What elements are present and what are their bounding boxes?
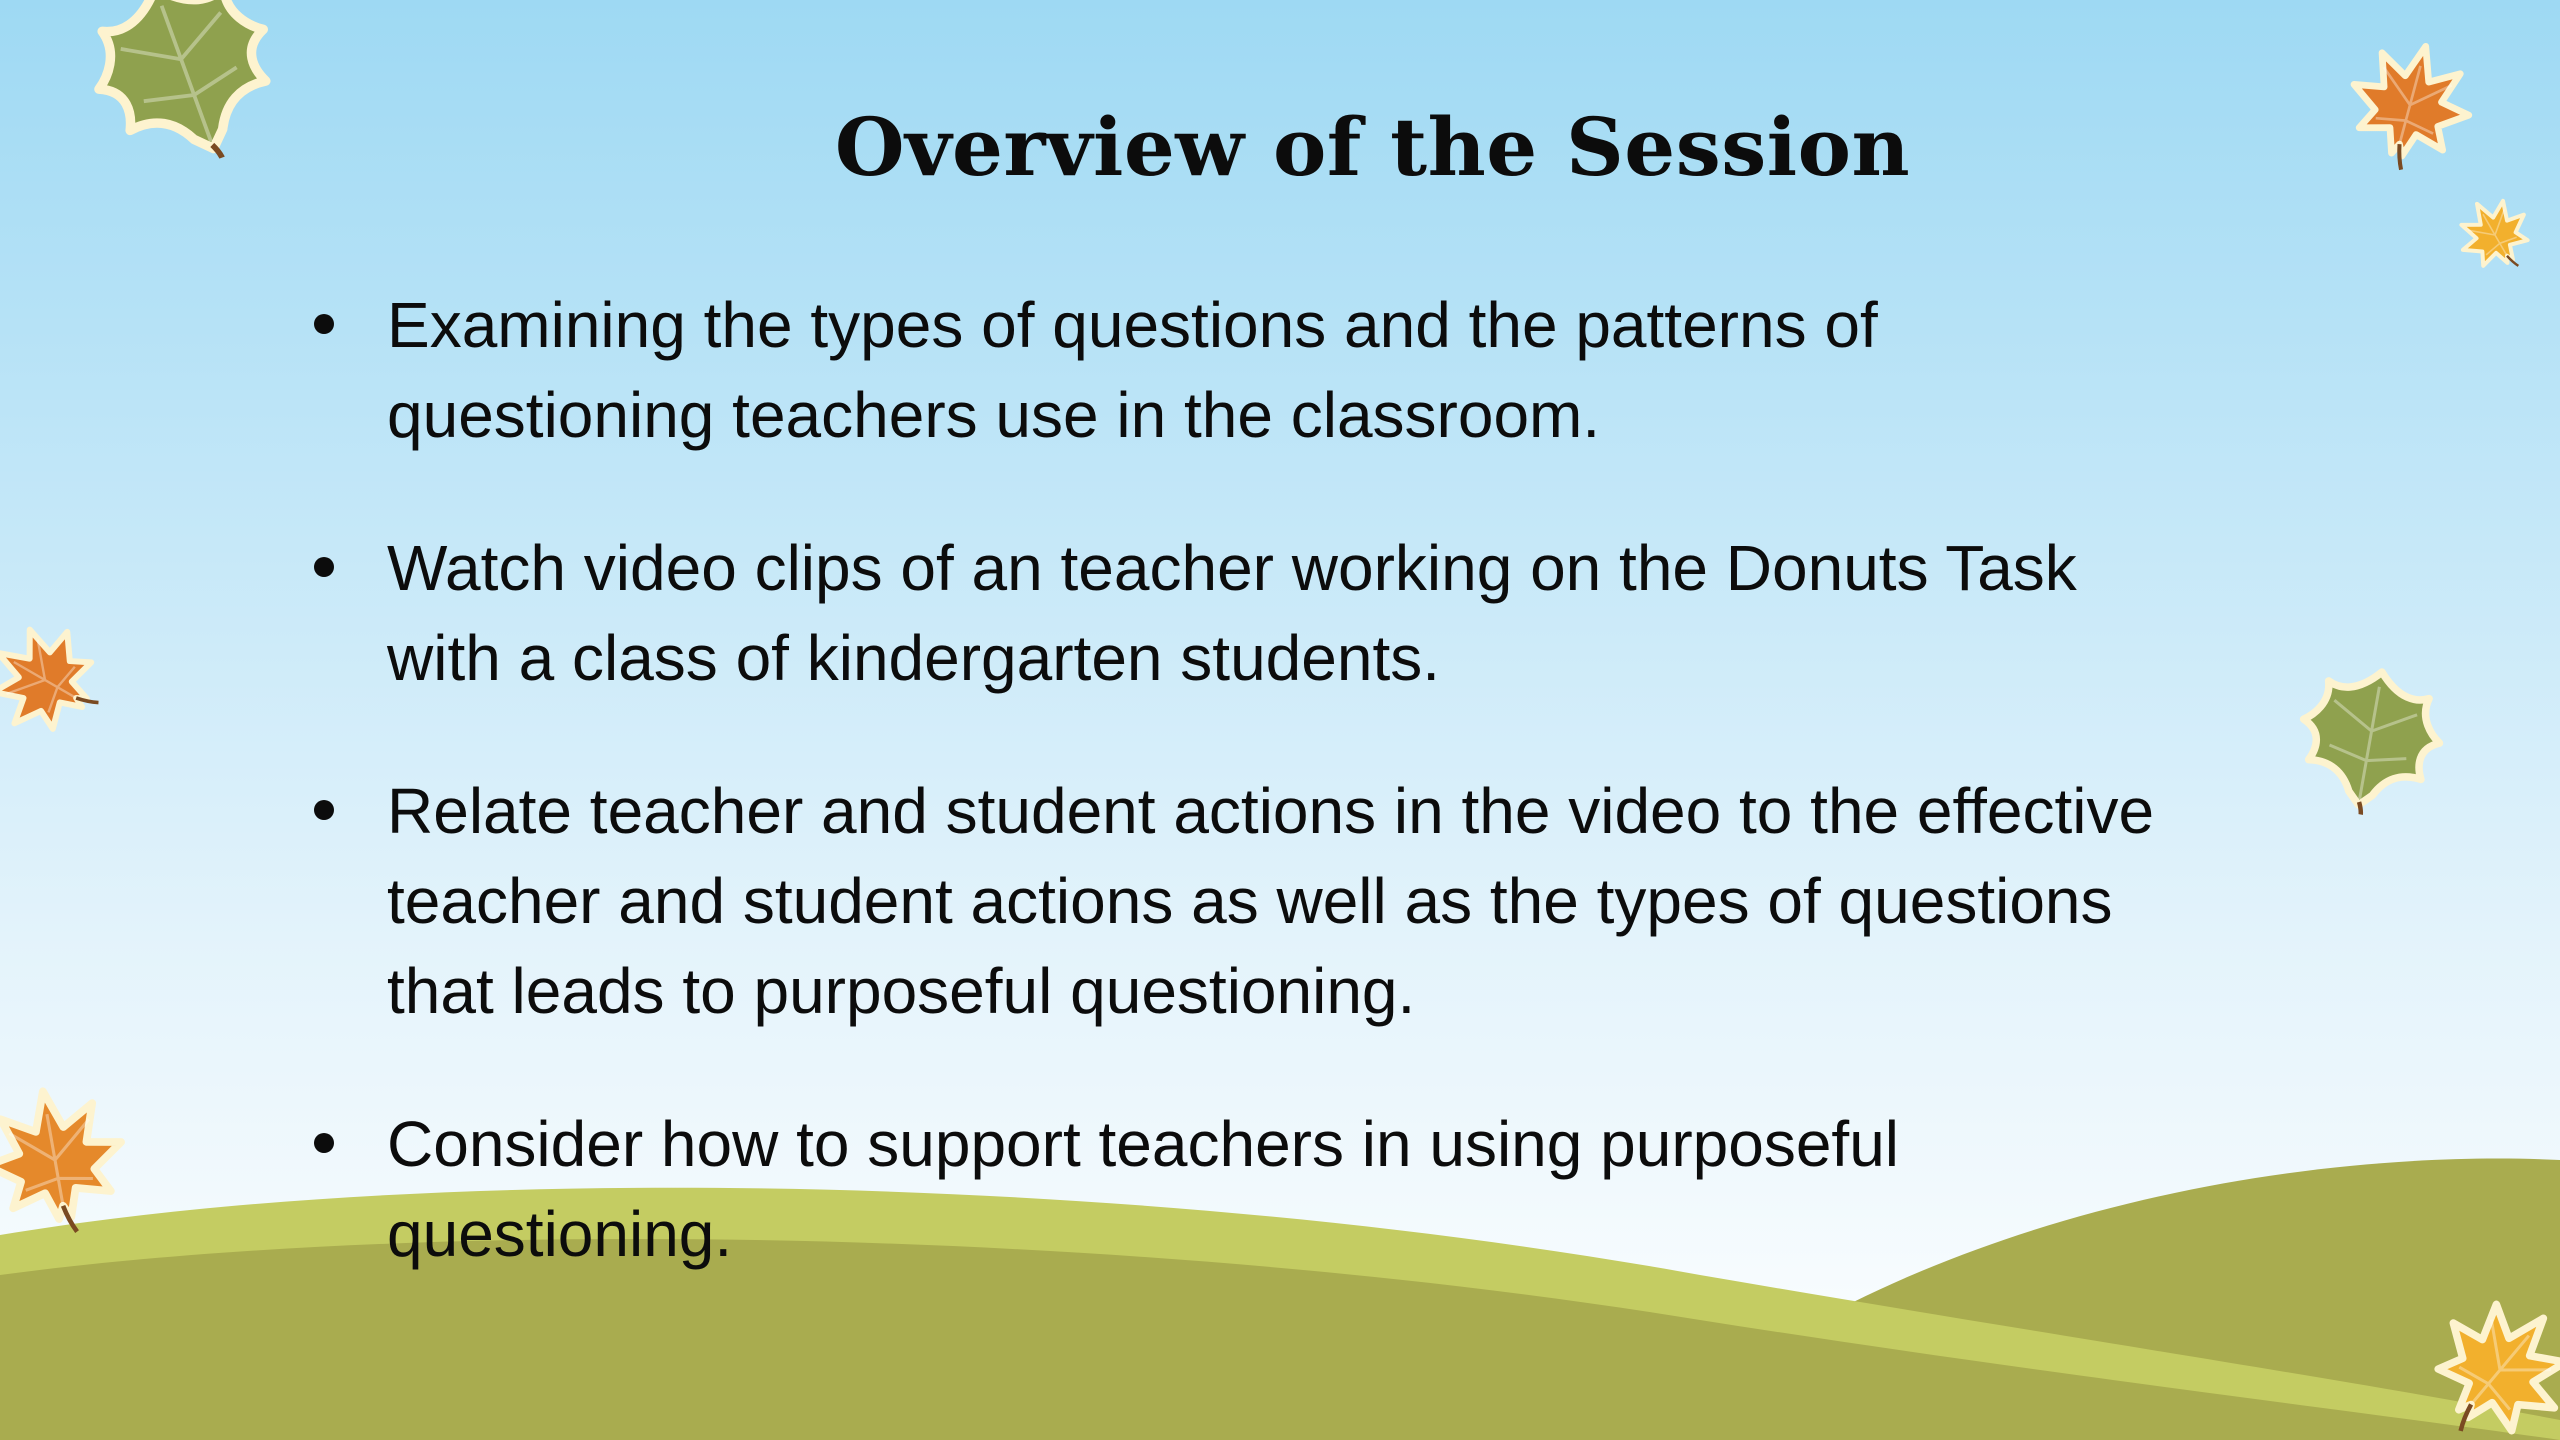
maple-leaf-icon [2447,186,2545,286]
bullet-item [300,280,2200,460]
slide-title: Overview of the Session [834,100,1911,194]
maple-leaf-icon [0,607,121,754]
bullet-icon [314,314,334,334]
bullet-list [300,280,2200,1342]
bullet-text: Relate teacher and student actions in the video to the effective teacher and student actions as well as the types of questions that leads to purposeful questioning. [387,775,2155,1027]
bullet-icon [314,557,334,577]
bullet-icon [314,800,334,820]
bullet-text: Consider how to support teachers in using purposeful questioning. [387,1108,1899,1270]
leaf-icon [2287,660,2449,835]
bullet-text: Watch video clips of an teacher working on the Donuts Task with a class of kindergarten students. [387,532,2077,694]
bullet-text: Examining the types of questions and the patterns of questioning teachers use in the classroom. [387,289,1878,451]
bullet-item [300,1099,2200,1279]
bullet-item [300,766,2200,1036]
bullet-item [300,523,2200,703]
bullet-icon [314,1133,334,1153]
